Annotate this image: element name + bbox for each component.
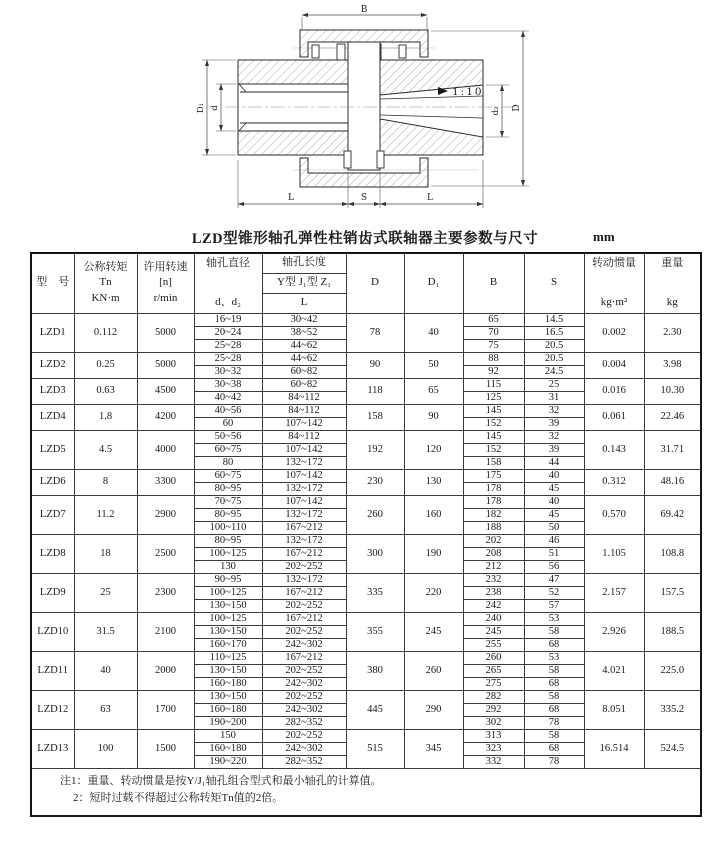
B-cell: 158 [463,456,524,469]
table-row [31,651,701,664]
S-cell: 68 [524,742,584,755]
note-2: 2：短时过载不得超过公称转矩Tn值的2倍。 [73,792,284,805]
bore-diameter-cell: 150 [194,729,262,742]
B-cell: 212 [463,560,524,573]
note-1: 注1：重量、转动惯量是按Y/J₁轴孔组合型式和最小轴孔的计算值。 [60,774,382,787]
speed-cell: 5000 [137,313,194,352]
bore-length-cell: 60~82 [262,378,346,391]
torque-cell: 0.25 [74,352,137,378]
hub-left-hatch-bottom [238,131,348,155]
bore-length-cell: 84~112 [262,404,346,417]
center-spacer [348,42,380,170]
B-cell: 275 [463,677,524,690]
torque-unit: KN·m [91,292,120,305]
S-cell: 31 [524,391,584,404]
B-cell: 245 [463,625,524,638]
bore-diameter-cell: 25~28 [194,352,262,365]
B-cell: 188 [463,521,524,534]
pin-top-left [337,44,345,61]
bore-length-cell: 84~112 [262,430,346,443]
B-cell: 182 [463,508,524,521]
bore-diameter-cell: 80~95 [194,508,262,521]
S-cell: 53 [524,651,584,664]
inertia-cell: 2.157 [584,573,644,612]
B-cell: 202 [463,534,524,547]
S-cell: 52 [524,586,584,599]
inertia-unit: kg·m² [600,295,628,308]
bore-diameter-cell: 40~42 [194,391,262,404]
col-header-bore-length-L: L [262,293,346,313]
bore-diameter-cell: 30~38 [194,378,262,391]
col-header-model: 型 号 [31,253,74,313]
table-body [31,313,701,768]
model-cell: LZD4 [31,404,74,430]
bore-diameter-cell: 190~200 [194,716,262,729]
speed-cell: 4200 [137,404,194,430]
B-cell: 265 [463,664,524,677]
D-cell: 300 [346,534,404,573]
bore-length-cell: 282~352 [262,755,346,768]
col-header-S: S [524,253,584,313]
bore-length-cell: 132~172 [262,508,346,521]
bore-length-cell: 30~42 [262,313,346,326]
B-cell: 70 [463,326,524,339]
bore-length-cell: 167~212 [262,651,346,664]
B-cell: 255 [463,638,524,651]
coupling-drawing-svg [0,0,725,222]
S-cell: 39 [524,417,584,430]
col-header-bore-length-types: Y型 J₁型 Z₁ [262,273,346,293]
D1-cell: 160 [404,495,463,534]
weight-cell: 22.46 [644,404,701,430]
title-row [0,222,725,252]
speed-cell: 4000 [137,430,194,469]
model-cell: LZD7 [31,495,74,534]
B-cell: 332 [463,755,524,768]
S-cell: 45 [524,508,584,521]
B-cell: 178 [463,495,524,508]
col-header-bore-diameter [194,253,262,313]
speed-cell: 5000 [137,352,194,378]
B-cell: 292 [463,703,524,716]
torque-cell: 4.5 [74,430,137,469]
bore-length-cell: 242~302 [262,638,346,651]
B-cell: 75 [463,339,524,352]
bore-diameter-cell: 25~28 [194,339,262,352]
inertia-cell: 0.004 [584,352,644,378]
S-cell: 25 [524,378,584,391]
model-cell: LZD1 [31,313,74,352]
B-cell: 178 [463,482,524,495]
torque-cell: 11.2 [74,495,137,534]
weight-cell: 524.5 [644,729,701,768]
inertia-cell: 16.514 [584,729,644,768]
speed-symbol: [n] [159,276,172,289]
weight-header-text: 重量 [661,257,684,270]
bore-length-cell: 132~172 [262,482,346,495]
table-row [31,469,701,482]
bore-diameter-cell: 80 [194,456,262,469]
weight-cell: 10.30 [644,378,701,404]
S-cell: 58 [524,690,584,703]
bore-length-cell: 60~82 [262,365,346,378]
bore-length-cell: 167~212 [262,586,346,599]
bore-length-cell: 84~112 [262,391,346,404]
bore-diameter-cell: 130~150 [194,664,262,677]
coupling-drawing [0,0,725,222]
speed-unit: r/min [153,292,178,305]
model-cell: LZD5 [31,430,74,469]
bore-diameter-cell: 80~95 [194,534,262,547]
pin-top-outer-left [312,45,319,58]
bore-diameter-cell: 160~180 [194,742,262,755]
inertia-cell: 0.002 [584,313,644,352]
bore-diameter-cell: 70~75 [194,495,262,508]
model-cell: LZD8 [31,534,74,573]
table-row [31,404,701,417]
table-row [31,430,701,443]
dim-label-B: B [360,5,368,15]
table-row [31,352,701,365]
S-cell: 58 [524,729,584,742]
model-cell: LZD2 [31,352,74,378]
torque-cell: 0.112 [74,313,137,352]
table-row [31,729,701,742]
parameters-table [30,252,702,817]
bore-diameter-cell: 100~125 [194,547,262,560]
bore-diameter-cell: 30~32 [194,365,262,378]
D-cell: 158 [346,404,404,430]
bore-length-cell: 282~352 [262,716,346,729]
B-cell: 88 [463,352,524,365]
B-cell: 65 [463,313,524,326]
model-cell: LZD11 [31,651,74,690]
S-cell: 58 [524,625,584,638]
bore-length-cell: 242~302 [262,677,346,690]
inertia-cell: 2.926 [584,612,644,651]
S-cell: 57 [524,599,584,612]
S-cell: 32 [524,430,584,443]
bore-length-cell: 167~212 [262,547,346,560]
dim-label-d2: d₂ [491,106,501,116]
weight-unit: kg [666,295,678,308]
B-cell: 145 [463,430,524,443]
B-cell: 92 [463,365,524,378]
inertia-header-text: 转动惯量 [592,257,636,270]
D1-cell: 245 [404,612,463,651]
notes-cell [31,768,701,816]
taper-label: 1:10 [452,86,484,98]
bore-diameter-cell: 100~110 [194,521,262,534]
S-cell: 39 [524,443,584,456]
S-cell: 50 [524,521,584,534]
D-cell: 260 [346,495,404,534]
dim-label-D1: D₁ [196,102,206,114]
speed-cell: 2000 [137,651,194,690]
bore-diameter-cell: 160~180 [194,677,262,690]
speed-cell: 1700 [137,690,194,729]
B-cell: 145 [463,404,524,417]
bore-length-cell: 242~302 [262,742,346,755]
D1-cell: 290 [404,690,463,729]
S-cell: 24.5 [524,365,584,378]
B-cell: 232 [463,573,524,586]
bore-length-cell: 202~252 [262,599,346,612]
D-cell: 445 [346,690,404,729]
D-cell: 335 [346,573,404,612]
torque-symbol: Tn [99,276,112,289]
bore-diameter-cell: 160~180 [194,703,262,716]
model-cell: LZD13 [31,729,74,768]
D-cell: 515 [346,729,404,768]
bore-length-cell: 167~212 [262,521,346,534]
weight-cell: 188.5 [644,612,701,651]
bore-length-cell: 202~252 [262,625,346,638]
bore-length-cell: 107~142 [262,443,346,456]
table-footer [31,768,701,816]
S-cell: 58 [524,664,584,677]
col-header-inertia [584,253,644,313]
D1-cell: 220 [404,573,463,612]
speed-cell: 2100 [137,612,194,651]
B-cell: 208 [463,547,524,560]
model-cell: LZD10 [31,612,74,651]
bore-length-cell: 132~172 [262,456,346,469]
torque-cell: 63 [74,690,137,729]
D1-cell: 190 [404,534,463,573]
bore-diameter-cell: 90~95 [194,573,262,586]
hub-left-hatch-top [238,60,348,84]
model-cell: LZD9 [31,573,74,612]
weight-cell: 31.71 [644,430,701,469]
inertia-cell: 8.051 [584,690,644,729]
S-cell: 20.5 [524,352,584,365]
speed-cell: 4500 [137,378,194,404]
bore-length-cell: 107~142 [262,469,346,482]
S-cell: 16.5 [524,326,584,339]
S-cell: 44 [524,456,584,469]
D-cell: 355 [346,612,404,651]
col-header-bore-length: 轴孔长度 [262,253,346,273]
torque-cell: 25 [74,573,137,612]
col-header-torque [74,253,137,313]
table-header [31,253,701,313]
D-cell: 90 [346,352,404,378]
weight-cell: 157.5 [644,573,701,612]
table-row [31,313,701,326]
inertia-cell: 0.143 [584,430,644,469]
torque-cell: 18 [74,534,137,573]
speed-cell: 2900 [137,495,194,534]
D1-cell: 260 [404,651,463,690]
B-cell: 302 [463,716,524,729]
bore-length-cell: 202~252 [262,690,346,703]
col-header-weight [644,253,701,313]
table-row [31,612,701,625]
B-cell: 242 [463,599,524,612]
bore-diameter-header-text: 轴孔直径 [206,257,250,270]
bore-diameter-cell: 60~75 [194,443,262,456]
D1-cell: 120 [404,430,463,469]
dim-label-S: S [360,193,368,203]
S-cell: 40 [524,469,584,482]
S-cell: 45 [524,482,584,495]
bore-diameter-cell: 60~75 [194,469,262,482]
inertia-cell: 1.105 [584,534,644,573]
S-cell: 68 [524,638,584,651]
unit-label: mm [593,229,615,244]
bore-length-cell: 38~52 [262,326,346,339]
bore-length-cell: 107~142 [262,417,346,430]
bore-diameter-cell: 100~125 [194,612,262,625]
bore-length-cell: 202~252 [262,664,346,677]
B-cell: 282 [463,690,524,703]
torque-cell: 40 [74,651,137,690]
B-cell: 240 [463,612,524,625]
bore-diameter-cell: 50~56 [194,430,262,443]
B-cell: 313 [463,729,524,742]
D1-cell: 90 [404,404,463,430]
table-row [31,378,701,391]
bore-length-cell: 167~212 [262,612,346,625]
B-cell: 260 [463,651,524,664]
D1-cell: 50 [404,352,463,378]
B-cell: 125 [463,391,524,404]
table-row [31,495,701,508]
S-cell: 78 [524,755,584,768]
S-cell: 20.5 [524,339,584,352]
D-cell: 118 [346,378,404,404]
bore-length-cell: 44~62 [262,339,346,352]
dim-label-L-left: L [288,193,294,203]
B-cell: 152 [463,443,524,456]
B-cell: 175 [463,469,524,482]
bore-diameter-symbols: d、d₂ [215,295,241,308]
bore-diameter-cell: 16~19 [194,313,262,326]
B-cell: 323 [463,742,524,755]
weight-cell: 48.16 [644,469,701,495]
S-cell: 68 [524,677,584,690]
weight-cell: 3.98 [644,352,701,378]
bore-length-cell: 242~302 [262,703,346,716]
col-header-speed [137,253,194,313]
D-cell: 380 [346,651,404,690]
speed-cell: 2500 [137,534,194,573]
bore-length-cell: 202~252 [262,560,346,573]
S-cell: 47 [524,573,584,586]
weight-cell: 335.2 [644,690,701,729]
torque-cell: 8 [74,469,137,495]
D1-cell: 65 [404,378,463,404]
D-cell: 230 [346,469,404,495]
weight-cell: 69.42 [644,495,701,534]
speed-cell: 2300 [137,573,194,612]
bore-length-cell: 132~172 [262,534,346,547]
weight-cell: 108.8 [644,534,701,573]
model-cell: LZD3 [31,378,74,404]
S-cell: 40 [524,495,584,508]
torque-header-text: 公称转矩 [83,260,128,273]
bore-diameter-cell: 130 [194,560,262,573]
B-cell: 152 [463,417,524,430]
speed-cell: 1500 [137,729,194,768]
torque-cell: 100 [74,729,137,768]
pin-bottom-left [344,151,351,168]
torque-cell: 1.8 [74,404,137,430]
table-row [31,690,701,703]
bore-length-cell: 202~252 [262,729,346,742]
D-cell: 78 [346,313,404,352]
col-header-D1: D₁ [404,253,463,313]
weight-cell: 225.0 [644,651,701,690]
bore-length-cell: 44~62 [262,352,346,365]
model-cell: LZD6 [31,469,74,495]
dim-label-d: d [210,105,220,111]
S-cell: 46 [524,534,584,547]
inertia-cell: 0.061 [584,404,644,430]
weight-cell: 2.30 [644,313,701,352]
D1-cell: 345 [404,729,463,768]
D-cell: 192 [346,430,404,469]
B-cell: 238 [463,586,524,599]
table-row [31,534,701,547]
bore-diameter-cell: 80~95 [194,482,262,495]
bore-diameter-cell: 20~24 [194,326,262,339]
bore-length-cell: 107~142 [262,495,346,508]
bore-diameter-cell: 160~170 [194,638,262,651]
dim-label-D: D [512,104,522,112]
torque-cell: 0.63 [74,378,137,404]
bore-diameter-cell: 130~150 [194,599,262,612]
col-header-B: B [463,253,524,313]
S-cell: 53 [524,612,584,625]
bore-diameter-cell: 60 [194,417,262,430]
bore-length-cell: 132~172 [262,573,346,586]
S-cell: 78 [524,716,584,729]
pin-top-outer-right [399,45,406,58]
bore-diameter-cell: 40~56 [194,404,262,417]
B-cell: 115 [463,378,524,391]
D1-cell: 40 [404,313,463,352]
pin-bottom-right [377,151,384,168]
S-cell: 51 [524,547,584,560]
bore-diameter-cell: 130~150 [194,625,262,638]
bore-diameter-cell: 190~220 [194,755,262,768]
page-title: LZD型锥形轴孔弹性柱销齿式联轴器主要参数与尺寸 [191,231,539,247]
model-cell: LZD12 [31,690,74,729]
inertia-cell: 0.016 [584,378,644,404]
inertia-cell: 0.312 [584,469,644,495]
S-cell: 32 [524,404,584,417]
bore-diameter-cell: 130~150 [194,690,262,703]
inertia-cell: 0.570 [584,495,644,534]
D1-cell: 130 [404,469,463,495]
torque-cell: 31.5 [74,612,137,651]
col-header-D: D [346,253,404,313]
speed-header-text: 许用转速 [143,260,188,273]
S-cell: 14.5 [524,313,584,326]
bore-diameter-cell: 100~125 [194,586,262,599]
table-row [31,573,701,586]
speed-cell: 3300 [137,469,194,495]
inertia-cell: 4.021 [584,651,644,690]
bore-diameter-cell: 110~125 [194,651,262,664]
S-cell: 68 [524,703,584,716]
dim-label-L-right: L [427,193,433,203]
S-cell: 56 [524,560,584,573]
